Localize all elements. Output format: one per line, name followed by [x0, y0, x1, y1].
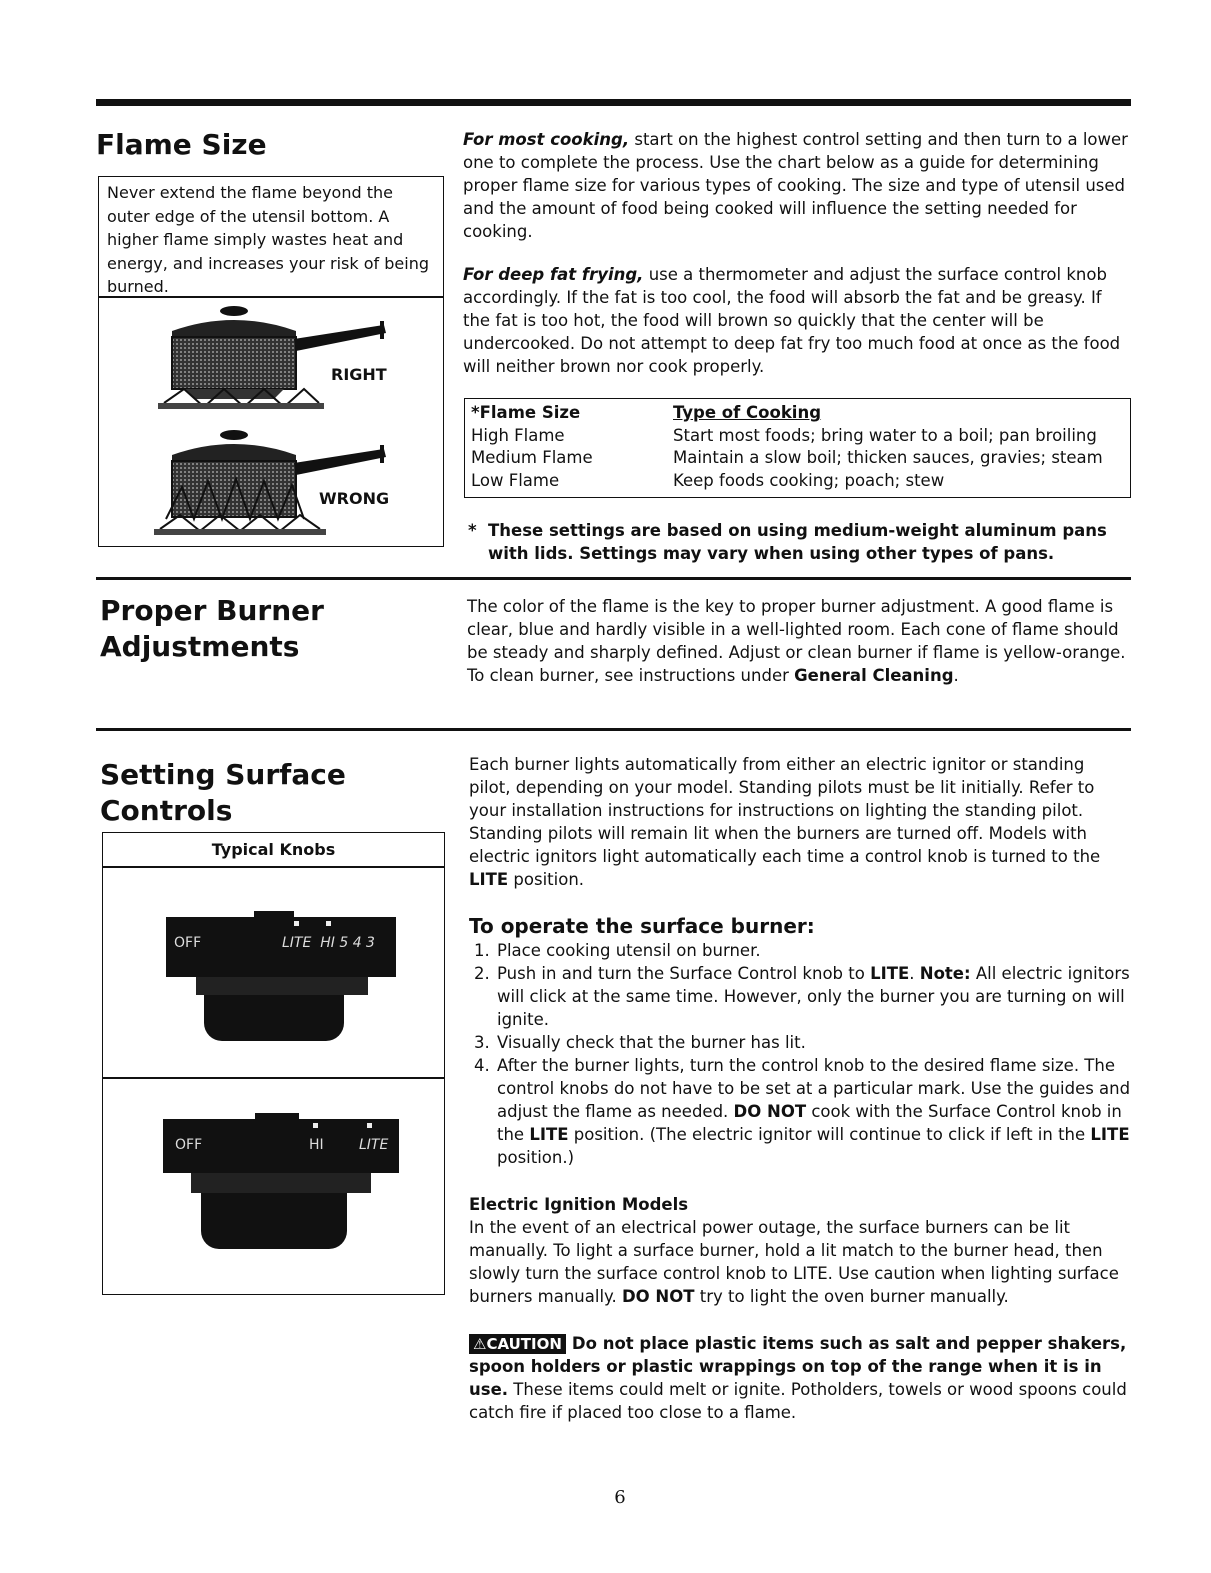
- table-row: Medium Flame Maintain a slow boil; thicken sauces, gravies; steam: [471, 448, 1103, 467]
- table-header-row: [465, 402, 1125, 425]
- knob1-off-label: OFF: [174, 935, 202, 951]
- most-cooking-paragraph: For most cooking, start on the highest control setting and then turn to a lower one to complete the process. Use the chart below as a guide for determining proper flame size for various types of cooking. The size and type of utensil used and the amount of food being cooked will influence the setting needed for cooking.: [463, 130, 1128, 241]
- footnote-star: *: [468, 521, 477, 540]
- warning-triangle-icon: ⚠: [473, 1335, 487, 1353]
- flame-note: Never extend the flame beyond the outer edge of the utensil bottom. A higher flame simply wastes heat and energy, and increases your risk of being burned.: [107, 183, 429, 296]
- deep-fat-paragraph: For deep fat frying, use a thermometer and adjust the surface control knob accordingly. If the fat is too cool, the food will absorb the fat and be greasy. If the fat is too hot, the food will brown so quickly that the center will be undercooked. Do not attempt to deep fat fry too much food at once as the food will neither brown nor cook properly.: [463, 265, 1121, 376]
- col-header-flame-size: *Flame Size: [471, 403, 581, 422]
- surface-controls-heading: Setting Surface Controls: [100, 758, 346, 827]
- caution-paragraph: ⚠CAUTION Do not place plastic items such as salt and pepper shakers, spoon holders or plastic wrappings on top of the range when it is in use. These items could melt or ignite. Potholders, towels or wood spoons could catch fire if placed too close to a flame.: [469, 1334, 1127, 1422]
- burner-adjust-body: The color of the flame is the key to proper burner adjustment. A good flame is clear, blue and hardly visible in a well-lighted room. Each cone of flame should be steady and sharply defined. Adjust or clean burner if flame is yellow-orange. To clean burner, see instructions under General Cleaning.: [467, 597, 1126, 685]
- knob-divider: [103, 1077, 444, 1079]
- burner-adjust-heading: Proper Burner Adjustments: [100, 594, 324, 663]
- table-row: High Flame Start most foods; bring water to a boil; pan broiling: [471, 425, 1097, 445]
- section-rule-1: [96, 577, 1131, 580]
- section-rule-2: [96, 728, 1131, 731]
- pot-right-illustration: [144, 303, 444, 421]
- flame-note-box: [98, 176, 444, 547]
- operate-steps: [469, 939, 1131, 1169]
- knob-2: [163, 1113, 399, 1253]
- knob2-hi-label: HI: [309, 1137, 324, 1153]
- knob1-marks: LITE HI 5 4 3: [282, 935, 375, 951]
- flame-size-table-box: [464, 398, 1131, 498]
- operate-heading: To operate the surface burner:: [469, 914, 815, 938]
- page-number: 6: [614, 1487, 626, 1508]
- table-row: Low Flame Keep foods cooking; poach; stew: [471, 470, 945, 490]
- list-item: 4. After the burner lights, turn the control knob to the desired flame size. The control knobs do not have to be set at a particular mark. Use the guides and adjust the flame as needed. DO NOT cook with the Surface Control knob in the LITE position. (The electric ignitor will continue to click if left in the LITE position.): [495, 1054, 1131, 1169]
- knobs-caption: Typical Knobs: [211, 840, 336, 859]
- surface-controls-text: [469, 753, 1131, 1424]
- surface-intro: Each burner lights automatically from either an electric ignitor or standing pilot, depending on your model. Standing pilots must be lit initially. Refer to your installation instructions for instructions on lighting the standing pilot. Standing pilots will remain lit when the burners are turned off. Models with electric ignitors light automatically each time a control knob is turned to the LITE position.: [469, 755, 1101, 889]
- electric-ignition-heading: Electric Ignition Models: [469, 1195, 689, 1214]
- knob2-off-label: OFF: [175, 1137, 203, 1153]
- flame-footnote: * These settings are based on using medium-weight aluminum pans with lids. Settings may vary when using other types of pans.: [468, 521, 1107, 563]
- knob-1: [166, 911, 396, 1051]
- pot-wrong-illustration: [144, 427, 444, 542]
- label-right: RIGHT: [331, 365, 387, 384]
- list-item: 3. Visually check that the burner has lit.: [495, 1031, 1131, 1054]
- flame-size-table: [465, 402, 1125, 492]
- flame-size-text: [463, 128, 1131, 378]
- list-item: 1. Place cooking utensil on burner.: [495, 939, 1131, 962]
- knob2-lite-label: LITE: [359, 1137, 389, 1153]
- caution-badge: ⚠CAUTION: [469, 1334, 566, 1354]
- label-wrong: WRONG: [319, 489, 390, 508]
- knobs-box: [102, 832, 445, 1295]
- flame-size-heading: Flame Size: [96, 128, 267, 161]
- note-divider: [99, 296, 443, 298]
- list-item: 2. Push in and turn the Surface Control knob to LITE. Note: All electric ignitors will click at the same time. However, only the burner you are turning on will ignite.: [495, 962, 1131, 1031]
- top-rule: [96, 99, 1131, 106]
- electric-ignition-body: In the event of an electrical power outage, the surface burners can be lit manually. To light a surface burner, hold a lit match to the burner head, then slowly turn the surface control knob to LITE. Use caution when lighting surface burners manually. DO NOT try to light the oven burner manually.: [469, 1218, 1119, 1306]
- caption-divider: [103, 866, 444, 868]
- col-header-type-of-cooking: Type of Cooking: [673, 403, 822, 422]
